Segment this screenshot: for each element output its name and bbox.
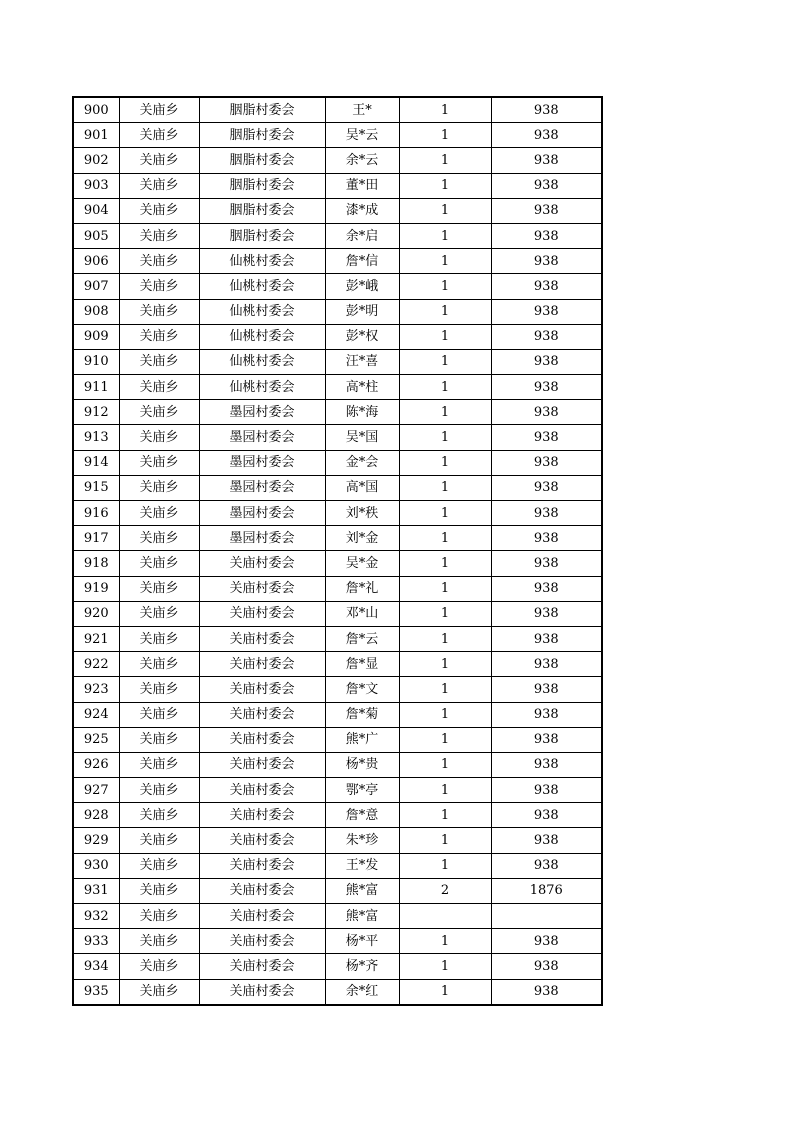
- cell-serial-number: 925: [73, 727, 119, 752]
- cell-count: 1: [399, 274, 491, 299]
- cell-name: 余*红: [325, 979, 399, 1005]
- cell-township: 关庙乡: [119, 475, 199, 500]
- cell-village-committee: 胭脂村委会: [199, 173, 325, 198]
- table-row: [73, 752, 602, 777]
- cell-name: 詹*意: [325, 803, 399, 828]
- cell-amount: 938: [491, 601, 602, 626]
- table-row: [73, 173, 602, 198]
- table-row: [73, 475, 602, 500]
- cell-amount: 938: [491, 299, 602, 324]
- cell-serial-number: 926: [73, 752, 119, 777]
- cell-serial-number: 935: [73, 979, 119, 1005]
- cell-serial-number: 920: [73, 601, 119, 626]
- cell-name: 金*会: [325, 450, 399, 475]
- cell-village-committee: 关庙村委会: [199, 702, 325, 727]
- cell-count: 1: [399, 652, 491, 677]
- cell-village-committee: 关庙村委会: [199, 954, 325, 979]
- cell-township: 关庙乡: [119, 450, 199, 475]
- cell-village-committee: 仙桃村委会: [199, 249, 325, 274]
- cell-amount: 938: [491, 778, 602, 803]
- cell-count: 1: [399, 198, 491, 223]
- cell-village-committee: 关庙村委会: [199, 803, 325, 828]
- table-row: [73, 652, 602, 677]
- table-row: [73, 929, 602, 954]
- cell-serial-number: 903: [73, 173, 119, 198]
- cell-count: 1: [399, 526, 491, 551]
- cell-township: 关庙乡: [119, 752, 199, 777]
- cell-serial-number: 916: [73, 501, 119, 526]
- table-row: [73, 828, 602, 853]
- cell-name: 余*云: [325, 148, 399, 173]
- cell-village-committee: 仙桃村委会: [199, 375, 325, 400]
- cell-serial-number: 915: [73, 475, 119, 500]
- cell-name: 詹*文: [325, 677, 399, 702]
- cell-count: 1: [399, 425, 491, 450]
- cell-village-committee: 胭脂村委会: [199, 148, 325, 173]
- cell-village-committee: 墨园村委会: [199, 475, 325, 500]
- cell-serial-number: 918: [73, 551, 119, 576]
- cell-name: 彭*权: [325, 324, 399, 349]
- cell-count: 1: [399, 702, 491, 727]
- cell-name: 彭*明: [325, 299, 399, 324]
- table-row: [73, 123, 602, 148]
- cell-township: 关庙乡: [119, 904, 199, 929]
- cell-amount: 938: [491, 198, 602, 223]
- cell-village-committee: 关庙村委会: [199, 601, 325, 626]
- cell-name: 王*: [325, 97, 399, 123]
- cell-count: 1: [399, 803, 491, 828]
- cell-name: 吴*云: [325, 123, 399, 148]
- cell-amount: 938: [491, 400, 602, 425]
- cell-count: 1: [399, 752, 491, 777]
- cell-township: 关庙乡: [119, 576, 199, 601]
- cell-name: 詹*显: [325, 652, 399, 677]
- cell-village-committee: 胭脂村委会: [199, 97, 325, 123]
- cell-amount: 938: [491, 702, 602, 727]
- cell-serial-number: 923: [73, 677, 119, 702]
- cell-village-committee: 关庙村委会: [199, 778, 325, 803]
- cell-name: 彭*峨: [325, 274, 399, 299]
- cell-serial-number: 919: [73, 576, 119, 601]
- cell-village-committee: 关庙村委会: [199, 904, 325, 929]
- table-row: [73, 349, 602, 374]
- cell-township: 关庙乡: [119, 400, 199, 425]
- table-row: [73, 375, 602, 400]
- cell-name: 高*柱: [325, 375, 399, 400]
- cell-amount: 938: [491, 526, 602, 551]
- cell-amount: 938: [491, 173, 602, 198]
- cell-amount: 938: [491, 249, 602, 274]
- cell-village-committee: 关庙村委会: [199, 652, 325, 677]
- cell-township: 关庙乡: [119, 551, 199, 576]
- cell-township: 关庙乡: [119, 249, 199, 274]
- cell-amount: 938: [491, 727, 602, 752]
- cell-township: 关庙乡: [119, 652, 199, 677]
- cell-name: 刘*金: [325, 526, 399, 551]
- cell-village-committee: 仙桃村委会: [199, 299, 325, 324]
- cell-township: 关庙乡: [119, 324, 199, 349]
- cell-township: 关庙乡: [119, 299, 199, 324]
- cell-township: 关庙乡: [119, 778, 199, 803]
- cell-serial-number: 917: [73, 526, 119, 551]
- cell-name: 杨*贵: [325, 752, 399, 777]
- cell-serial-number: 931: [73, 878, 119, 903]
- cell-name: 詹*菊: [325, 702, 399, 727]
- cell-township: 关庙乡: [119, 198, 199, 223]
- cell-serial-number: 934: [73, 954, 119, 979]
- cell-village-committee: 墨园村委会: [199, 425, 325, 450]
- cell-count: 1: [399, 123, 491, 148]
- cell-township: 关庙乡: [119, 173, 199, 198]
- cell-township: 关庙乡: [119, 223, 199, 248]
- cell-name: 熊*广: [325, 727, 399, 752]
- cell-amount: 938: [491, 652, 602, 677]
- table-row: [73, 400, 602, 425]
- cell-township: 关庙乡: [119, 123, 199, 148]
- cell-count: 1: [399, 450, 491, 475]
- cell-name: 杨*平: [325, 929, 399, 954]
- cell-township: 关庙乡: [119, 349, 199, 374]
- cell-name: 熊*富: [325, 878, 399, 903]
- cell-amount: 938: [491, 274, 602, 299]
- cell-count: [399, 904, 491, 929]
- cell-count: 1: [399, 551, 491, 576]
- cell-amount: 938: [491, 97, 602, 123]
- cell-township: 关庙乡: [119, 601, 199, 626]
- cell-amount: 1876: [491, 878, 602, 903]
- cell-village-committee: 胭脂村委会: [199, 123, 325, 148]
- cell-count: 1: [399, 249, 491, 274]
- cell-amount: 938: [491, 148, 602, 173]
- cell-amount: 938: [491, 803, 602, 828]
- cell-township: 关庙乡: [119, 853, 199, 878]
- table-row: [73, 778, 602, 803]
- cell-name: 王*发: [325, 853, 399, 878]
- cell-serial-number: 905: [73, 223, 119, 248]
- cell-serial-number: 902: [73, 148, 119, 173]
- cell-count: 1: [399, 929, 491, 954]
- cell-count: 1: [399, 626, 491, 651]
- cell-count: 1: [399, 727, 491, 752]
- records-table-body: [73, 97, 602, 1005]
- table-row: [73, 526, 602, 551]
- cell-name: 漆*成: [325, 198, 399, 223]
- cell-name: 詹*信: [325, 249, 399, 274]
- cell-amount: 938: [491, 349, 602, 374]
- cell-amount: 938: [491, 475, 602, 500]
- cell-amount: 938: [491, 425, 602, 450]
- cell-amount: 938: [491, 752, 602, 777]
- cell-amount: 938: [491, 626, 602, 651]
- cell-village-committee: 关庙村委会: [199, 677, 325, 702]
- cell-count: 1: [399, 324, 491, 349]
- cell-count: 1: [399, 601, 491, 626]
- cell-village-committee: 墨园村委会: [199, 526, 325, 551]
- cell-serial-number: 928: [73, 803, 119, 828]
- cell-count: 1: [399, 349, 491, 374]
- cell-serial-number: 927: [73, 778, 119, 803]
- cell-village-committee: 仙桃村委会: [199, 274, 325, 299]
- cell-name: 熊*富: [325, 904, 399, 929]
- table-row: [73, 299, 602, 324]
- table-row: [73, 249, 602, 274]
- cell-village-committee: 关庙村委会: [199, 626, 325, 651]
- cell-township: 关庙乡: [119, 727, 199, 752]
- table-row: [73, 551, 602, 576]
- cell-township: 关庙乡: [119, 702, 199, 727]
- cell-amount: 938: [491, 375, 602, 400]
- cell-serial-number: 900: [73, 97, 119, 123]
- cell-township: 关庙乡: [119, 526, 199, 551]
- cell-village-committee: 关庙村委会: [199, 979, 325, 1005]
- cell-village-committee: 关庙村委会: [199, 878, 325, 903]
- cell-amount: 938: [491, 979, 602, 1005]
- table-row: [73, 324, 602, 349]
- cell-count: 2: [399, 878, 491, 903]
- cell-serial-number: 929: [73, 828, 119, 853]
- cell-amount: 938: [491, 223, 602, 248]
- cell-village-committee: 胭脂村委会: [199, 198, 325, 223]
- cell-count: 1: [399, 148, 491, 173]
- table-row: [73, 702, 602, 727]
- cell-township: 关庙乡: [119, 148, 199, 173]
- cell-township: 关庙乡: [119, 929, 199, 954]
- cell-township: 关庙乡: [119, 274, 199, 299]
- cell-name: 吴*金: [325, 551, 399, 576]
- cell-count: 1: [399, 400, 491, 425]
- table-row: [73, 576, 602, 601]
- cell-serial-number: 901: [73, 123, 119, 148]
- cell-name: 刘*秩: [325, 501, 399, 526]
- cell-township: 关庙乡: [119, 979, 199, 1005]
- cell-name: 朱*珍: [325, 828, 399, 853]
- cell-serial-number: 921: [73, 626, 119, 651]
- cell-amount: 938: [491, 123, 602, 148]
- cell-village-committee: 仙桃村委会: [199, 349, 325, 374]
- cell-village-committee: 关庙村委会: [199, 752, 325, 777]
- cell-serial-number: 912: [73, 400, 119, 425]
- cell-name: 高*国: [325, 475, 399, 500]
- cell-township: 关庙乡: [119, 501, 199, 526]
- cell-serial-number: 933: [73, 929, 119, 954]
- cell-name: 陈*海: [325, 400, 399, 425]
- table-row: [73, 274, 602, 299]
- cell-count: 1: [399, 375, 491, 400]
- cell-count: 1: [399, 97, 491, 123]
- table-row: [73, 954, 602, 979]
- cell-serial-number: 911: [73, 375, 119, 400]
- cell-village-committee: 关庙村委会: [199, 853, 325, 878]
- table-row: [73, 198, 602, 223]
- table-row: [73, 223, 602, 248]
- cell-count: 1: [399, 778, 491, 803]
- table-row: [73, 425, 602, 450]
- cell-count: 1: [399, 677, 491, 702]
- table-row: [73, 601, 602, 626]
- cell-amount: 938: [491, 450, 602, 475]
- cell-count: 1: [399, 853, 491, 878]
- cell-amount: 938: [491, 828, 602, 853]
- cell-township: 关庙乡: [119, 828, 199, 853]
- table-row: [73, 853, 602, 878]
- table-row: [73, 97, 602, 123]
- cell-serial-number: 909: [73, 324, 119, 349]
- cell-name: 董*田: [325, 173, 399, 198]
- table-row: [73, 904, 602, 929]
- cell-amount: 938: [491, 501, 602, 526]
- cell-name: 邓*山: [325, 601, 399, 626]
- table-row: [73, 148, 602, 173]
- table-row: [73, 979, 602, 1005]
- cell-serial-number: 906: [73, 249, 119, 274]
- cell-count: 1: [399, 501, 491, 526]
- records-table: [72, 96, 603, 1006]
- cell-village-committee: 关庙村委会: [199, 576, 325, 601]
- cell-amount: [491, 904, 602, 929]
- cell-township: 关庙乡: [119, 425, 199, 450]
- cell-township: 关庙乡: [119, 677, 199, 702]
- cell-serial-number: 914: [73, 450, 119, 475]
- cell-village-committee: 墨园村委会: [199, 501, 325, 526]
- cell-amount: 938: [491, 677, 602, 702]
- cell-amount: 938: [491, 853, 602, 878]
- cell-township: 关庙乡: [119, 97, 199, 123]
- table-row: [73, 450, 602, 475]
- table-row: [73, 501, 602, 526]
- cell-name: 汪*喜: [325, 349, 399, 374]
- cell-township: 关庙乡: [119, 954, 199, 979]
- cell-count: 1: [399, 576, 491, 601]
- table-row: [73, 727, 602, 752]
- cell-serial-number: 930: [73, 853, 119, 878]
- cell-township: 关庙乡: [119, 878, 199, 903]
- cell-township: 关庙乡: [119, 626, 199, 651]
- cell-count: 1: [399, 828, 491, 853]
- cell-name: 余*启: [325, 223, 399, 248]
- cell-amount: 938: [491, 551, 602, 576]
- cell-amount: 938: [491, 954, 602, 979]
- cell-serial-number: 907: [73, 274, 119, 299]
- cell-count: 1: [399, 223, 491, 248]
- cell-name: 杨*齐: [325, 954, 399, 979]
- cell-amount: 938: [491, 929, 602, 954]
- cell-serial-number: 922: [73, 652, 119, 677]
- cell-count: 1: [399, 173, 491, 198]
- cell-name: 吴*国: [325, 425, 399, 450]
- cell-serial-number: 910: [73, 349, 119, 374]
- cell-amount: 938: [491, 576, 602, 601]
- cell-serial-number: 913: [73, 425, 119, 450]
- table-row: [73, 677, 602, 702]
- cell-village-committee: 墨园村委会: [199, 450, 325, 475]
- cell-village-committee: 关庙村委会: [199, 929, 325, 954]
- cell-village-committee: 仙桃村委会: [199, 324, 325, 349]
- cell-village-committee: 关庙村委会: [199, 727, 325, 752]
- cell-village-committee: 胭脂村委会: [199, 223, 325, 248]
- cell-name: 鄂*亭: [325, 778, 399, 803]
- cell-serial-number: 908: [73, 299, 119, 324]
- cell-count: 1: [399, 475, 491, 500]
- cell-name: 詹*礼: [325, 576, 399, 601]
- cell-count: 1: [399, 979, 491, 1005]
- cell-amount: 938: [491, 324, 602, 349]
- cell-village-committee: 墨园村委会: [199, 400, 325, 425]
- cell-township: 关庙乡: [119, 375, 199, 400]
- cell-name: 詹*云: [325, 626, 399, 651]
- table-row: [73, 878, 602, 903]
- cell-village-committee: 关庙村委会: [199, 828, 325, 853]
- cell-serial-number: 932: [73, 904, 119, 929]
- cell-count: 1: [399, 954, 491, 979]
- cell-township: 关庙乡: [119, 803, 199, 828]
- cell-serial-number: 924: [73, 702, 119, 727]
- table-row: [73, 803, 602, 828]
- table-row: [73, 626, 602, 651]
- cell-village-committee: 关庙村委会: [199, 551, 325, 576]
- cell-serial-number: 904: [73, 198, 119, 223]
- cell-count: 1: [399, 299, 491, 324]
